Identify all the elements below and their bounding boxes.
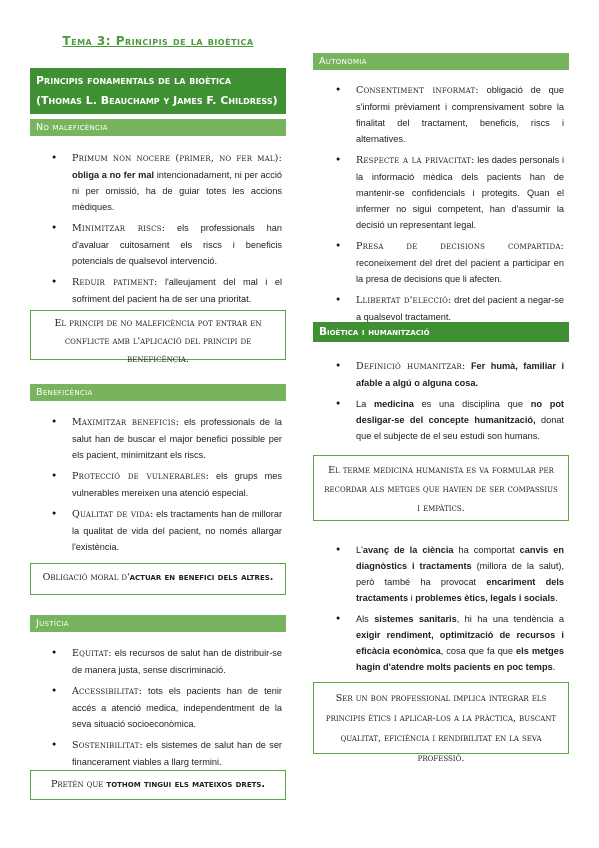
list-item: ● Sostenibilitat: els sistemes de salut han de ser financerament viables a llarg termini. — [52, 737, 282, 770]
justice-note: Pretén que tothom tingui els mateixos drets. — [30, 770, 286, 800]
list-item: ● Llibertat d'elecció: dret del pacient a negar-se a qualsevol tractament. — [336, 292, 564, 325]
list-item: ● L'avanç de la ciència ha comportat canvis en diagnòstics i tractaments (millora de la salut), però també ha provocat encariment dels tractaments i problemes ètics, legals i socials. — [336, 542, 564, 606]
list-item: ● Respecte a la privacitat: les dades personals i la informació mèdica dels pacients han de mantenir-se confidencials i protegits. Quan el infermer no sigui competent, han d'assumir la decisió un representant legal. — [336, 152, 564, 233]
list-item: ● Protecció de vulnerables: els grups mes vulnerables mereixen una atenció especial. — [52, 468, 282, 501]
list-item: ● Reduir patiment: l'alleujament del mal i el sofriment del pacient ha de ser una prioritat. — [52, 274, 282, 307]
humanization-list-b — [336, 542, 564, 680]
professional-note: Ser un bon professional implica integrar els principis ètics i aplicar-los a la pràctica, buscant qualitat, eficiència i rendibilitat en la seva professió. — [313, 682, 569, 754]
beneficence-list — [52, 414, 282, 560]
humanization-header: Bioètica i humanització — [313, 322, 569, 342]
list-item: ● Consentiment informat: obligació de que s'informi prèviament i comprensivament sobre la finalitat del tractament, beneficis, riscs i alternatives. — [336, 82, 564, 147]
list-item: ● Qualitat de vida: els tractaments han de millorar la qualitat de vida del pacient, no només allargar l'existència. — [52, 506, 282, 555]
beneficence-header: Beneficència — [30, 384, 286, 401]
list-item: ● Definició humanitzar: Fer humà, familiar i afable a algú o alguna cosa. — [336, 358, 564, 391]
no-maleficence-header: No maleficència — [30, 119, 286, 136]
autonomy-header: Autonomia — [313, 53, 569, 70]
no-maleficence-note: El principi de no maleficència pot entrar en conflicte amb l'aplicació del principi de beneficència. — [30, 310, 286, 360]
autonomy-list — [336, 82, 564, 330]
justice-header: Justícia — [30, 615, 286, 632]
list-item: ● Minimitzar riscs: els professionals han d'avaluar cuitosament els riscs i beneficis potencials de qualsevol intervenció. — [52, 220, 282, 269]
no-maleficence-list — [52, 150, 282, 312]
list-item: ● Primum non nocere (primer, no fer mal): obliga a no fer mal intencionadament, ni per acció ni per omissió, ha de guiar totes les accions mèdiques. — [52, 150, 282, 215]
humanist-medicine-note: El terme medicina humanista es va formular per recordar als metges que havien de ser compassius i empàtics. — [313, 455, 569, 521]
humanization-list-a — [336, 358, 564, 449]
page-title: Tema 3: Principis de la bioètica — [62, 34, 254, 48]
list-item: ● Als sistemes sanitaris, hi ha una tendència a exigir rendiment, optimització de recursos i eficàcia econòmica, cosa que fa que els metges hagin d'atendre molts pacients en poc temps. — [336, 611, 564, 675]
list-item: ● Presa de decisions compartida: reconeixement del dret del pacient a participar en la presa de decisions que li afecten. — [336, 238, 564, 287]
principles-header: Principis fonamentals de la bioètica (Thomas L. Beauchamp y James F. Childress) — [30, 68, 286, 114]
beneficence-note: Obligació moral d'actuar en benefici dels altres. — [30, 563, 286, 595]
justice-list — [52, 645, 282, 775]
list-item: ● Maximitzar beneficis: els professionals de la salut han de buscar el major benefici possible per els pacient, minimitzant els riscs. — [52, 414, 282, 463]
list-item: ● Accessibilitat: tots els pacients han de tenir accés a atenció medica, independentment de la seva situació socioeconòmica. — [52, 683, 282, 732]
list-item: ● La medicina es una disciplina que no pot desligar-se del concepte humanització, donat que el subjecte de el seu estudi son humans. — [336, 396, 564, 444]
list-item: ● Equitat: els recursos de salut han de distribuir-se de manera justa, sense discriminació. — [52, 645, 282, 678]
